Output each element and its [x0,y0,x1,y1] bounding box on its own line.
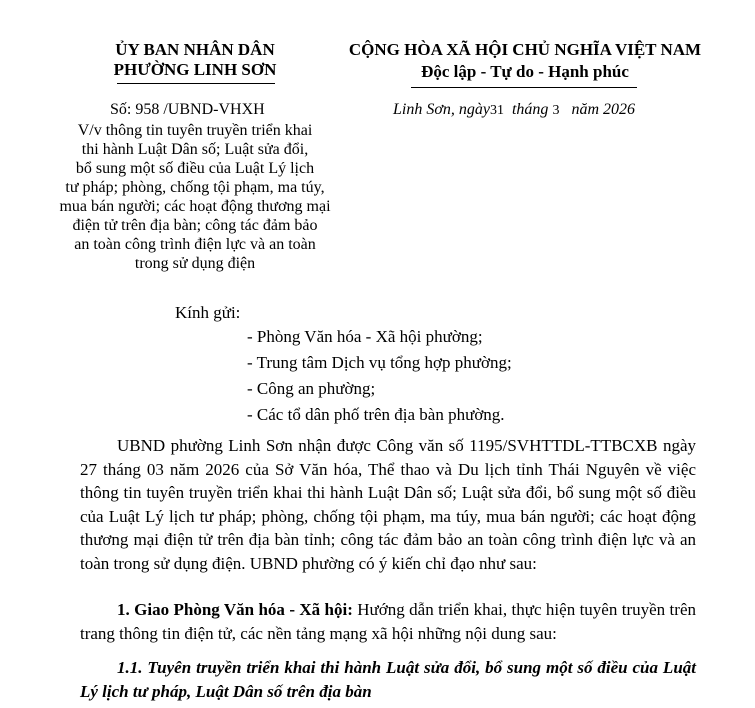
month-label: tháng [511,101,549,118]
issuing-authority-line1: ỦY BAN NHÂN DÂN [115,40,275,59]
doc-number-value: 958 [135,101,160,118]
subject-line: an toàn công trình điện lực và an toàn [74,236,316,253]
national-title: CỘNG HÒA XÃ HỘI CHỦ NGHĨA VIỆT NAM [348,40,702,59]
subject-line: bổ sung một số điều của Luật Lý lịch [75,160,315,177]
recipient-item: - Trung tâm Dịch vụ tổng hợp phường; [247,353,512,372]
authority-underline [117,83,275,84]
subject-line: thi hành Luật Dân số; Luật sửa đổi, [81,141,309,158]
national-motto: Độc lập - Tự do - Hạnh phúc [421,62,629,81]
date-day: 31 [489,103,504,118]
motto-underline [411,87,637,88]
recipient-list [247,324,512,428]
document-number [110,101,265,119]
subject-line: điện tử trên địa bàn; công tác đảm bảo [72,217,318,234]
year-text: năm 2026 [571,101,635,118]
subject-line: trong sử dụng điện [134,255,256,272]
doc-number-prefix: Số: [110,101,132,118]
item-1-text: Hướng dẫn triển khai, thực hiện tuyên truyền trên trang thông tin điện tử, các nền tảng mạng xã hội những nội dung sau: [80,600,696,643]
issuing-authority-line2: PHƯỜNG LINH SƠN [113,60,277,79]
recipients-label: Kính gửi: [175,303,241,322]
date-month: 3 [552,103,560,118]
subject-line: V/v thông tin tuyên truyền triển khai [77,122,313,139]
place-text: Linh Sơn, ngày [393,101,490,118]
document-subject [35,121,355,273]
item-1-paragraph [80,598,696,645]
recipient-item: - Phòng Văn hóa - Xã hội phường; [247,327,483,346]
intro-paragraph: UBND phường Linh Sơn nhận được Công văn số 1195/SVHTTDL-TTBCXB ngày 27 tháng 03 năm 2026 của Sở Văn hóa, Thể thao và Du lịch tỉnh Thái Nguyên về việc thông tin tuyên truyền triển khai thi hành Luật Dân số; Luật sửa đổi, bổ sung một số điều của Luật Lý lịch tư pháp; phòng, chống tội phạm, ma túy, mua bán người; các hoạt động thương mại điện tử trên địa bàn tỉnh; công tác đảm bảo an toàn công trình điện lực và an toàn trong sử dụng điện. UBND phường có ý kiến chỉ đạo như sau: [80,436,696,573]
subject-line: tư pháp; phòng, chống tội phạm, ma túy, [65,179,325,196]
item-1-1-heading: 1.1. Tuyên truyền triển khai thi hành Luật sửa đổi, bổ sung một số điều của Luật Lý lịch tư pháp, Luật Dân số trên địa bàn [80,658,696,701]
recipient-item: - Các tổ dân phố trên địa bàn phường. [247,405,505,424]
doc-number-suffix: /UBND-VHXH [163,101,265,118]
place-and-date [393,101,635,119]
recipient-item: - Công an phường; [247,379,376,398]
subject-line: mua bán người; các hoạt động thương mại [59,198,331,215]
item-1-heading: 1. Giao Phòng Văn hóa - Xã hội: [117,600,353,619]
